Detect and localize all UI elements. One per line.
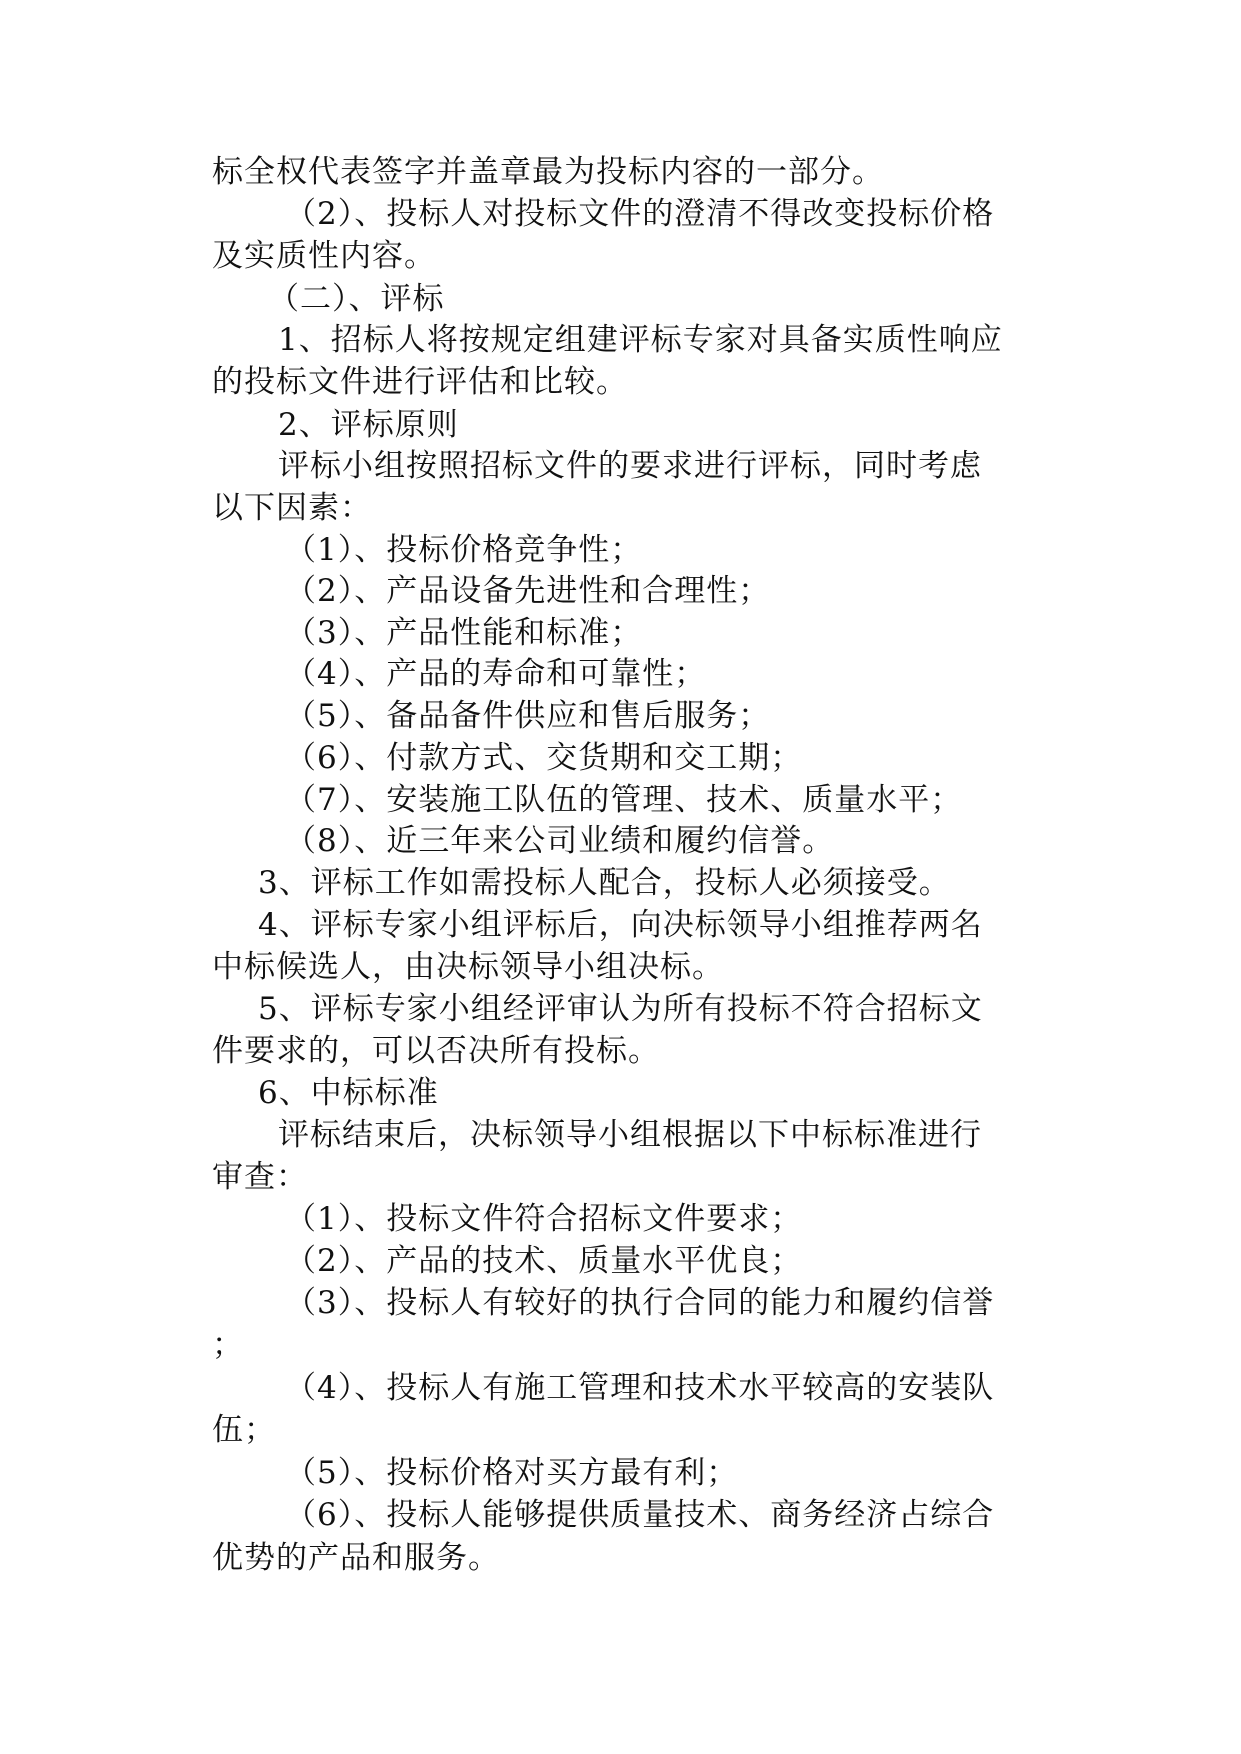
section-heading: （二）、评标 [268, 281, 445, 317]
text-line: 中标候选人，由决标领导小组决标。 [212, 949, 724, 985]
text-line: 伍； [212, 1412, 276, 1448]
list-item: （1）、投标价格竞争性； [285, 532, 643, 568]
list-item: （8）、近三年来公司业绩和履约信誉。 [285, 823, 835, 859]
list-item: （6）、投标人能够提供质量技术、商务经济占综合 [285, 1497, 995, 1533]
list-item: （1）、投标文件符合招标文件要求； [285, 1201, 803, 1237]
text-line: 标全权代表签字并盖章最为投标内容的一部分。 [212, 154, 884, 190]
text-line: 及实质性内容。 [212, 238, 436, 274]
subsection-heading: 2、评标原则 [278, 407, 459, 443]
list-item: （5）、投标价格对买方最有利； [285, 1455, 739, 1491]
text-line: ； [212, 1327, 244, 1363]
text-line: 4、评标专家小组评标后，向决标领导小组推荐两名 [258, 907, 983, 943]
text-line: 评标小组按照招标文件的要求进行评标，同时考虑 [278, 448, 982, 484]
list-item: （3）、投标人有较好的执行合同的能力和履约信誉 [285, 1285, 995, 1321]
text-line: 优势的产品和服务。 [212, 1540, 500, 1576]
text-line: 的投标文件进行评估和比较。 [212, 364, 628, 400]
list-item: （2）、产品的技术、质量水平优良； [285, 1243, 803, 1279]
subsection-heading: 6、中标标准 [258, 1075, 439, 1111]
text-line: 件要求的，可以否决所有投标。 [212, 1033, 660, 1069]
text-line: 以下因素： [212, 490, 372, 526]
text-line: 3、评标工作如需投标人配合，投标人必须接受。 [258, 865, 951, 901]
list-item: （4）、投标人有施工管理和技术水平较高的安装队 [285, 1370, 995, 1406]
list-item: （4）、产品的寿命和可靠性； [285, 656, 707, 692]
text-line: 5、评标专家小组经评审认为所有投标不符合招标文 [258, 991, 983, 1027]
list-item: （5）、备品备件供应和售后服务； [285, 698, 771, 734]
list-item: （7）、安装施工队伍的管理、技术、质量水平； [285, 782, 963, 818]
list-item: （2）、产品设备先进性和合理性； [285, 573, 771, 609]
text-line: 审查： [212, 1159, 308, 1195]
text-line: 评标结束后，决标领导小组根据以下中标标准进行 [278, 1117, 982, 1153]
list-item: （6）、付款方式、交货期和交工期； [285, 740, 803, 776]
text-line: 1、招标人将按规定组建评标专家对具备实质性响应 [278, 322, 1003, 358]
text-line: （2）、投标人对投标文件的澄清不得改变投标价格 [285, 196, 995, 232]
list-item: （3）、产品性能和标准； [285, 615, 643, 651]
